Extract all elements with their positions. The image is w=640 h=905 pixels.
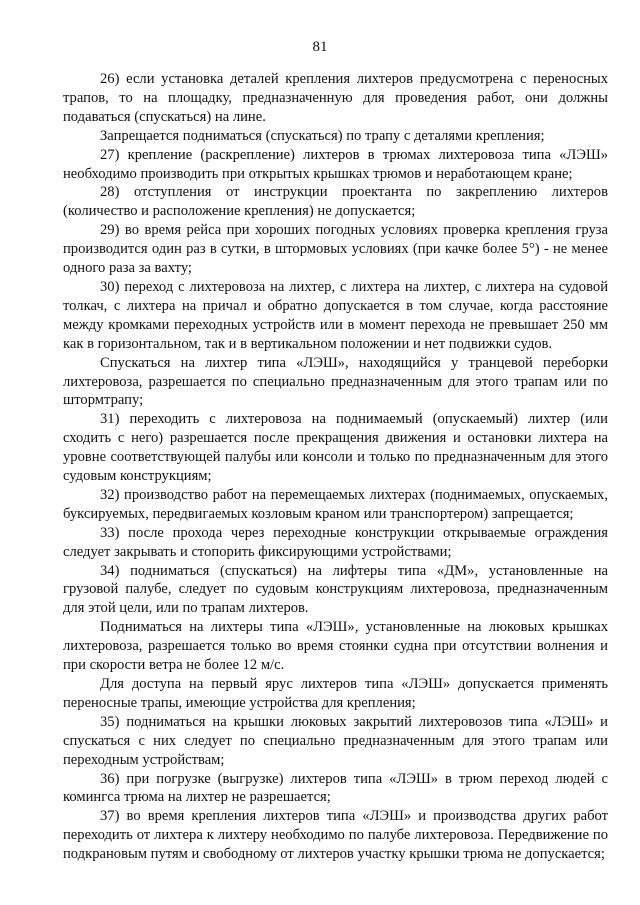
paragraph-item-36: 36) при погрузке (выгрузке) лихтеров типа «ЛЭШ» в трюм переход людей с комингса трюма на лихтер не разрешается; (63, 770, 608, 806)
paragraph-item-35: 35) подниматься на крышки люковых закрытий лихтеровозов типа «ЛЭШ» и спускаться с них следует по специально предназначенным для этого трапам или переходным устройствам; (63, 713, 608, 768)
paragraph-first-tier-access: Для доступа на первый ярус лихтеров типа «ЛЭШ» допускается применять переносные трапы, имеющие устройства для крепления; (63, 676, 608, 711)
paragraph-item-37: 37) во время крепления лихтеров типа «ЛЭШ» и производства других работ переходить от лихтера к лихтеру необходимо по палубе лихтеровоза. Передвижение по подкрановым путям и свободному от лихтеров участку крышки трюма не допускается; (63, 808, 608, 863)
paragraph-transom-descent: Спускаться на лихтер типа «ЛЭШ», находящийся у транцевой переборки лихтеровоза, разрешается по специально предназначенным для этого трапам или по штормтрапу; (63, 354, 608, 409)
paragraph-item-30: 30) переход с лихтеровоза на лихтер, с лихтера на лихтер, с лихтера на судовой толкач, с лихтера на причал и обратно допускается в том случае, когда расстояние между кромками переходных устройств или в момент перехода не превышает 250 мм как в горизонтальном, так и в вертикальном положении и нет подвижки судов. (63, 278, 608, 352)
paragraph-hatch-cover-lighters: Подниматься на лихтеры типа «ЛЭШ», установленные на люковых крышках лихтеровоза, разрешается только во время стоянки судна при отсутствии волнения и при скорости ветра не более 12 м/с. (63, 619, 608, 674)
paragraph-item-26: 26) если установка деталей крепления лихтеров предусмотрена с переносных трапов, то на площадку, предназначенную для проведения работ, они должны подаваться (спускаться) на лине. (63, 71, 608, 125)
paragraph-item-29: 29) во время рейса при хороших погодных условиях проверка крепления груза производится один раз в сутки, в штормовых условиях (при качке более 5°) - не менее одного раза за вахту; (63, 222, 608, 277)
paragraph-item-33: 33) после прохода через переходные конструкции открываемые ограждения следует закрывать и стопорить фиксирующими устройствами; (63, 524, 608, 560)
paragraph-item-31: 31) переходить с лихтеровоза на поднимаемый (опускаемый) лихтер (или сходить с него) разрешается после прекращения движения и остановки лихтера на уровне соответствующей палубы или консоли и только по предназначенным для этого судовым конструкциям; (63, 411, 608, 485)
paragraph-item-28: 28) отступления от инструкции проектанта по закреплению лихтеров (количество и расположение крепления) не допускается; (63, 184, 608, 220)
paragraph-ladder-prohibition: Запрещается подниматься (спускаться) по трапу с деталями крепления; (100, 127, 545, 144)
paragraph-item-32: 32) производство работ на перемещаемых лихтерах (поднимаемых, опускаемых, буксируемых, передвигаемых козловым краном или транспортером) запрещается; (63, 486, 608, 522)
document-body (63, 70, 608, 864)
page-number: 81 (312, 39, 328, 55)
paragraph-item-34: 34) подниматься (спускаться) на лифтеры типа «ДМ», установленные на грузовой палубе, следует по судовым конструкциям лихтеровоза, предназначенным для этой цели, или по трапам лихтеров. (63, 562, 608, 617)
paragraph-item-27: 27) крепление (раскрепление) лихтеров в трюмах лихтеровоза типа «ЛЭШ» необходимо производить при открытых крышках трюмов и неработающем кране; (63, 146, 608, 182)
